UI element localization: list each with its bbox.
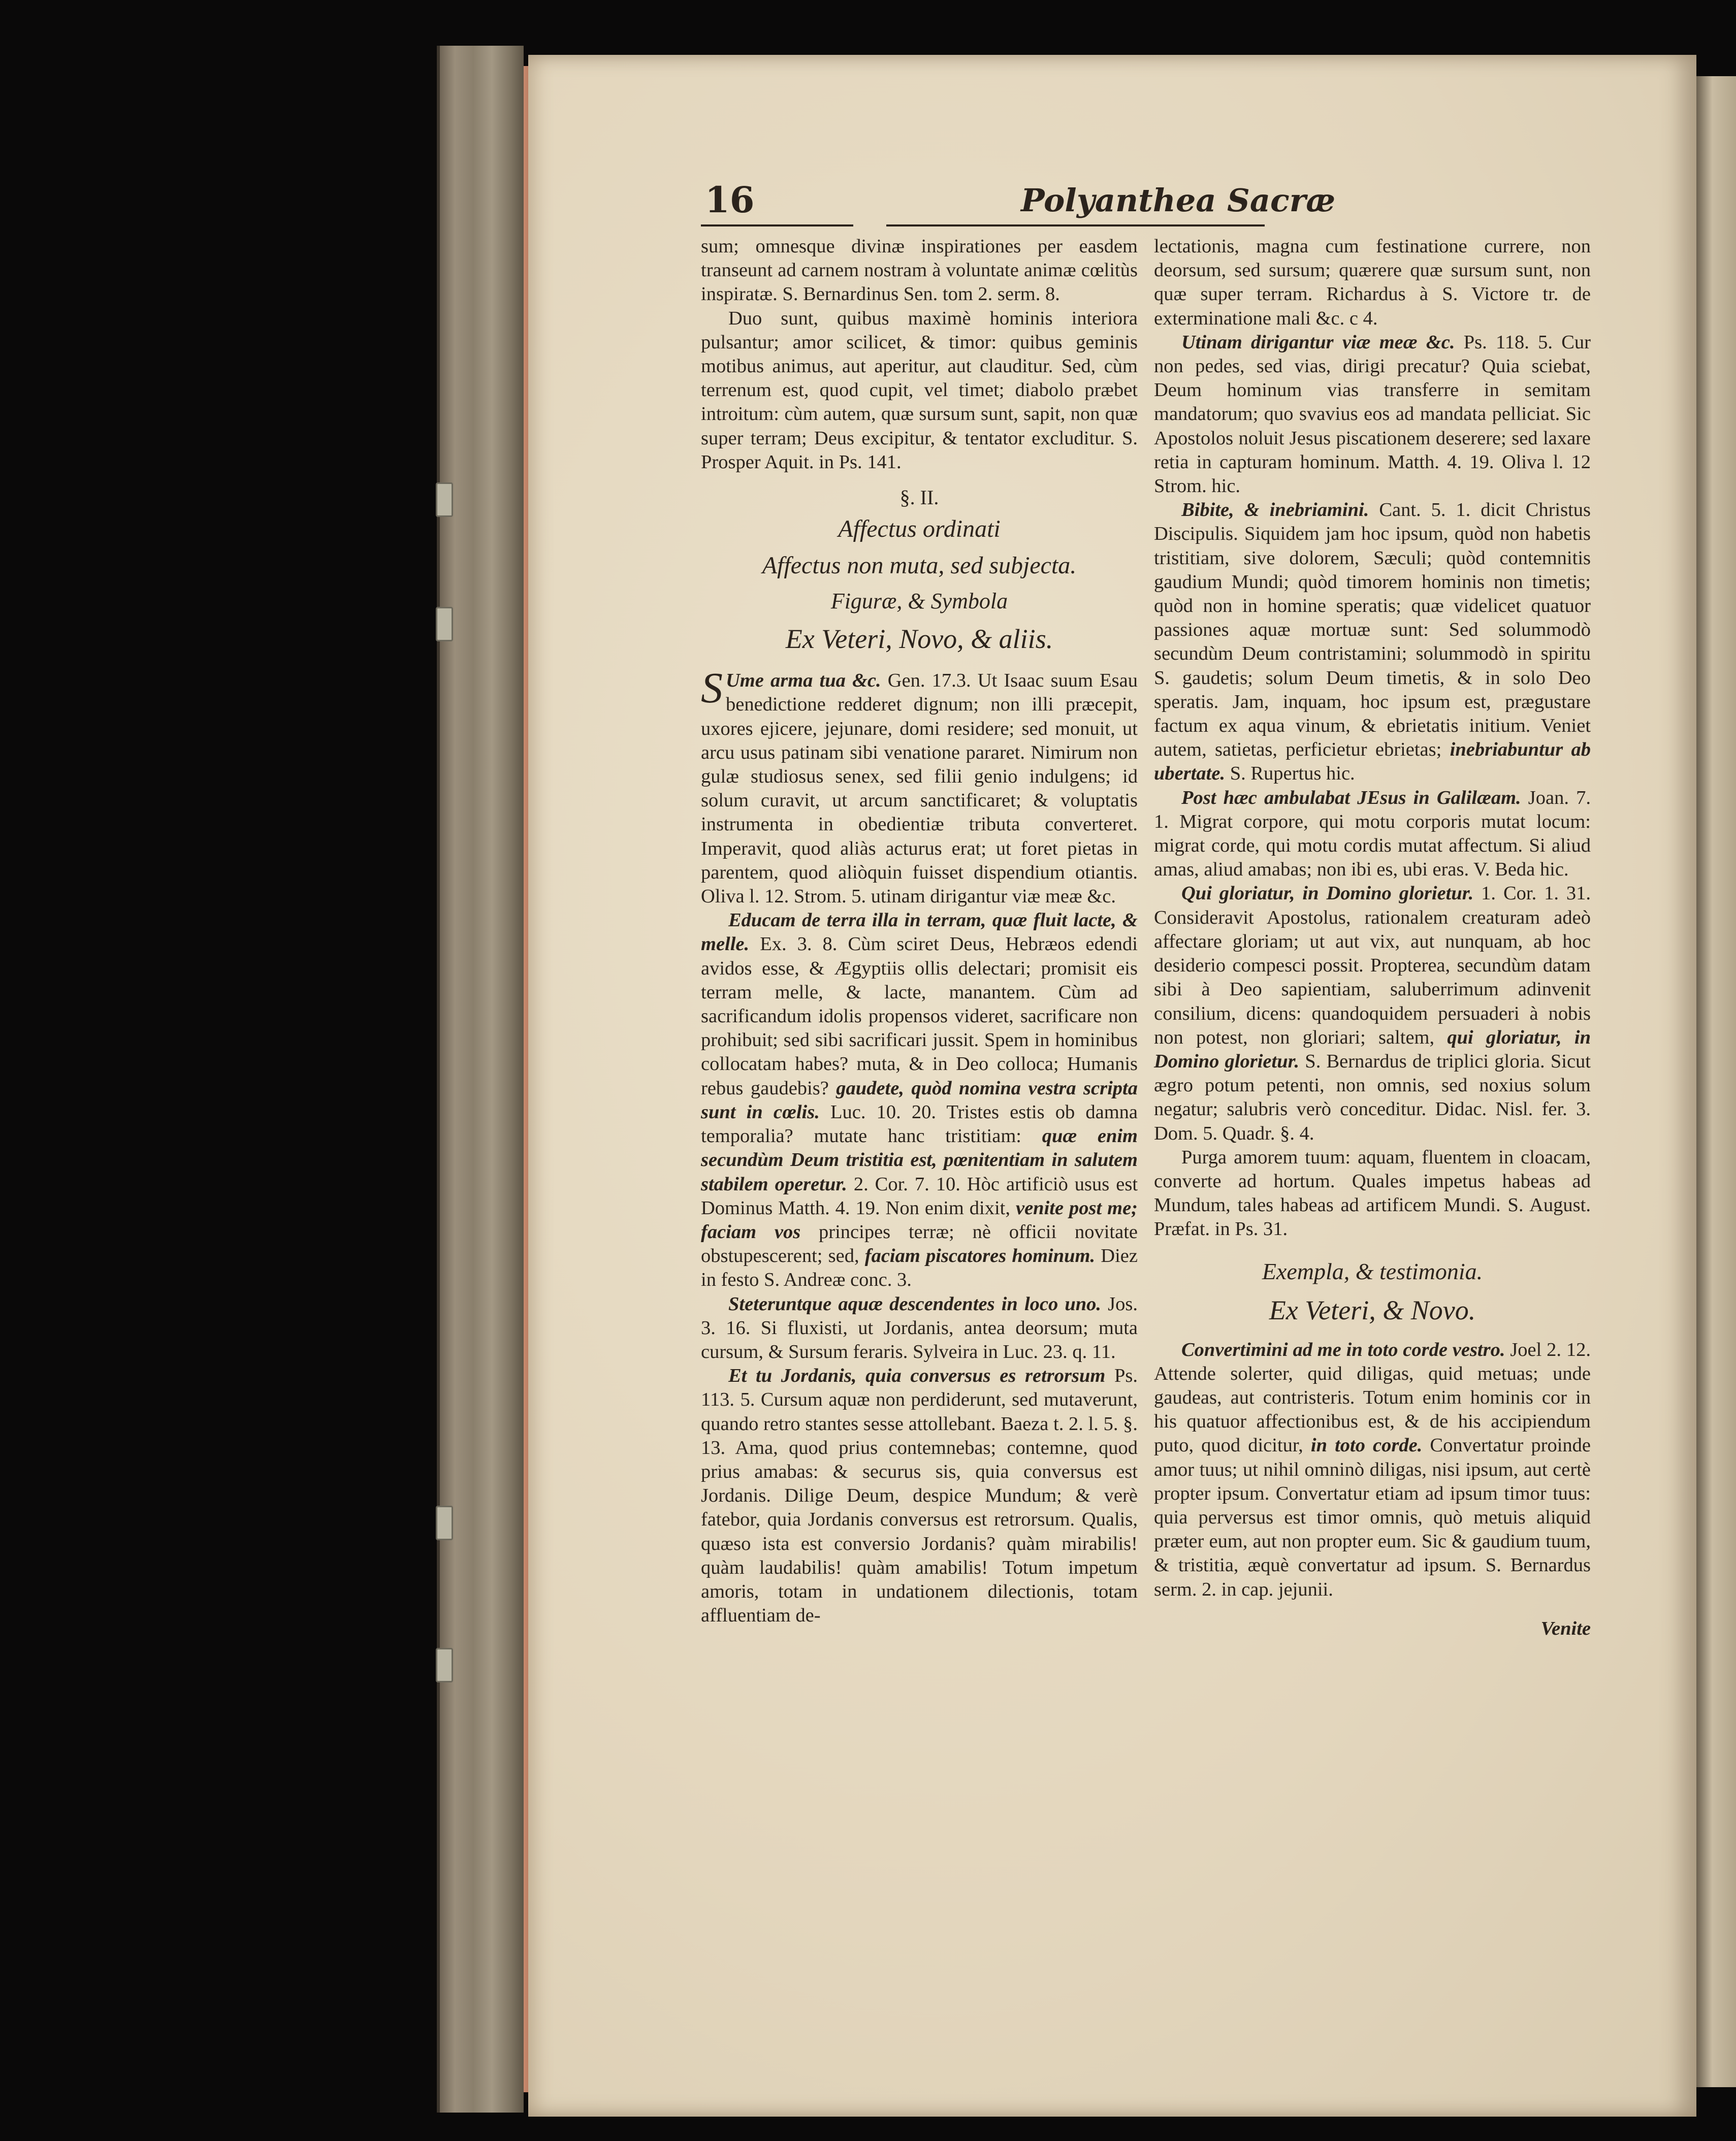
right-text-column: [1154, 235, 1591, 1641]
paragraph: [1154, 498, 1591, 786]
paragraph-text: Ps. 118. 5. Cur non pedes, sed vias, dirigi precatur? Quia sciebat, Deum hominum vias transferre in semitam mandatorum; quo svavius eos ad mandata pelliciat. Sic Apostolos noluit Jesus piscationem deserere; sed laxare retia in capturam hominum. Matth. 4. 19. Oliva l. 12 Strom. hic.: [1154, 331, 1591, 497]
paragraph-text: Cant. 5. 1. dicit Christus Discipulis. Siquidem jam hoc ipsum, quòd non habetis tristitiam, sive dolorem, Sæculi; quòd contemnitis gaudium Mundi; quòd timorem hominis non timetis; quòd non in homine speratis; quæ videlicet quatuor passiones aquæ mortuæ sunt: Sed solummodò secundùm Deum contristamini; solummodò in spiritu S. gaudetis; solum Deum timetis, & in solo Deo speratis. Jam, inquam, hoc ipsum est, prægustare factum ex aqua vinum, & ebrietatis initium. Veniet autem, satietas, perficietur ebrietas;: [1154, 499, 1591, 761]
paragraph: [701, 1364, 1138, 1628]
paragraph-text: Luc. 10. 20. Tristes estis ob damna temporalia? mutate hanc tristitiam:: [701, 1101, 1138, 1147]
citation: in toto corde.: [1310, 1435, 1423, 1456]
citation: faciam piscatores hominum.: [864, 1245, 1096, 1267]
paragraph-text: Ex. 3. 8. Cùm sciret Deus, Hebræos edendi avidos esse, & Ægyptiis ollis delectari; promisit eis terram melle, & lacte, manantem. Cùm ad sacrificandum idolis propensos videret, sacrificare non prohibuit; sed sibi sacrificari jussit. Spem in hominibus collocatam habes? muta, & in Deo colloca; Humanis rebus gaudebis?: [701, 933, 1138, 1099]
section-heading: Affectus ordinati: [838, 515, 1001, 543]
clasp-hinge: [436, 482, 453, 517]
book-spine-edge: [437, 46, 524, 2113]
citation: Utinam dirigantur viæ meæ &c.: [1181, 331, 1455, 353]
paragraph-text: Convertatur proinde amor tuus; ut nihil omninò diligas, nisi ipsum, aut certè propter ipsum. Convertatur etiam ad ipsum timor tuus: quia perversus est timor omnis, quò metuis aliquid præter eum, aut non propter eum. Sic & gaudium tuum, & tristitia, æquè convertatur ad ipsum. S. Bernardus serm. 2. in cap. jejunii.: [1154, 1435, 1591, 1600]
paragraph: sum; omnesque divinæ inspirationes per easdem transeunt ad carnem nostram à voluntate animæ cœlitùs inspiratæ. S. Bernardinus Sen. tom 2. serm. 8.: [701, 236, 1138, 305]
citation: Post hæc ambulabat JEsus in Galilæam.: [1181, 787, 1521, 808]
paragraph: [1154, 1338, 1591, 1602]
facing-page-edge: [1696, 76, 1736, 2087]
citation: quæ enim secundùm Deum tristitia est, pœnitentiam in salutem stabilem operetur.: [701, 1125, 1138, 1195]
citation: inebriabuntur ab ubertate.: [1154, 739, 1591, 785]
paragraph: [701, 1292, 1138, 1365]
section-heading: Exempla, & testimonia.: [1262, 1258, 1483, 1284]
citation: gaudete, quòd nomina vestra scripta sunt in cœlis.: [701, 1077, 1138, 1123]
clasp-hinge: [436, 607, 453, 641]
paragraph: [701, 663, 1138, 909]
clasp-hinge: [436, 1506, 453, 1540]
paragraph-text: Gen. 17.3. Ut Isaac suum Esau benedictione redderet dignum; non illi præcepit, uxores ejicere, jejunare, domi residere; sed monuit, ut arcu usus patinam sibi venatione pararet. Nimirum non gulæ studiosus senex, sed filii genio indulgens; id solum curavit, ut arcum sanctificaret; & voluptatis instrumenta in obedientiæ tributa converteret. Imperavit, quod aliàs acturus erat; ut foret pietas in parentem, quod aliòquin fuisset dispendium otiantis. Oliva l. 12. Strom. 5. utinam dirigantur viæ meæ &c.: [701, 670, 1138, 907]
citation: Qui gloriatur, in Domino glorietur.: [1181, 883, 1474, 904]
section-heading: Affectus non muta, sed subjecta.: [762, 552, 1077, 579]
paragraph-text: 2. Cor. 7. 10. Hòc artificiò usus est Dominus Matth. 4. 19. Non enim dixit,: [701, 1173, 1138, 1219]
paragraph-text: principes terræ; nè officii novitate obstupescerent; sed,: [701, 1221, 1138, 1267]
paragraph: Duo sunt, quibus maximè hominis interiora pulsantur; amor scilicet, & timor: quibus geminis motibus animus, aut aperitur, aut clauditur. Sed, cùm terrenum est, quod cupit, vel timet; diabolo præbet introitum: cùm autem, quæ sursum sunt, sapit, non quæ super terram; Deus excipitur, & tentator excluditur. S. Prosper Aquit. in Ps. 141.: [701, 307, 1138, 473]
paragraph-text: S. Bernardus de triplici gloria. Sicut ægro potum petenti, non omnis, sed noxius solum negatur; salubris verò conceditur. Didac. Nisl. fer. 3. Dom. 5. Quadr. §. 4.: [1154, 1050, 1591, 1144]
citation: Ume arma tua &c.: [726, 670, 881, 692]
section-heading: Ex Veteri, & Novo.: [1269, 1294, 1476, 1325]
page-number: 16: [705, 179, 755, 221]
paragraph-text: Jos. 3. 16. Si fluxisti, ut Jordanis, antea deorsum; muta cursum, & Sursum feraris. Sylveira in Luc. 23. q. 11.: [701, 1293, 1138, 1363]
citation: Et tu Jordanis, quia conversus es retrorsum: [728, 1365, 1106, 1387]
paragraph: [701, 909, 1138, 1292]
paragraph: [1154, 882, 1591, 1145]
citation: Convertimini ad me in toto corde vestro.: [1181, 1339, 1505, 1360]
paragraph: [1154, 331, 1591, 498]
left-text-column: [701, 235, 1138, 1628]
header-rule-right: [886, 224, 1265, 226]
section-heading: Ex Veteri, Novo, & aliis.: [785, 624, 1053, 655]
clasp-hinge: [436, 1648, 453, 1682]
paragraph-text: Joan. 7. 1. Migrat corpore, qui motu corporis mutat locum: migrat corde, qui motu cordis mutat affectum. Si aliud amas, aliud amabas; non ibi es, ubi eras. V. Beda hic.: [1154, 787, 1591, 881]
header-rule-left: [701, 224, 853, 226]
paragraph-text: Ps. 113. 5. Cursum aquæ non perdiderunt, sed mutaverunt, quando retro stantes sesse attollebant. Baeza t. 2. l. 5. §. 13. Ama, quod prius contemnebas; contemne, quod prius amabas: & securus sis, quia conversus est Jordanis. Dilige Deum, despice Mundum; & verè fatebor, quia Jordanis conversus est retrorsum. Qualis, quæso ista est conversio Jordanis? quàm mirabilis! quàm laudabilis! quàm amabilis! Totum impetum amoris, totam in undationem dilectionis, totam affluentiam de-: [701, 1365, 1138, 1627]
citation: qui gloriatur, in Domino glorietur.: [1154, 1026, 1591, 1072]
paragraph-text: 1. Cor. 1. 31. Consideravit Apostolus, rationalem creaturam adeò affectare gloriam; ut aut vix, aut nunquam, ab hoc desiderio compesci possit. Propterea, secundùm datam sibi à Deo sapientiam, saluberrimum adinvenit consilium, dicens: quandoquidem persuaderi à nobis non potest, non gloriari; saltem,: [1154, 883, 1591, 1048]
paragraph-text: Diez in festo S. Andreæ conc. 3.: [701, 1245, 1138, 1291]
paragraph: Purga amorem tuum: aquam, fluentem in cloacam, converte ad hortum. Quales impetus habeas ad Mundum, tales habeas ad artificem Mundi. S. August. Præfat. in Ps. 31.: [1154, 1146, 1591, 1240]
citation: Educam de terra illa in terram, quæ fluit lacte, & melle.: [701, 910, 1138, 955]
section-heading: Figuræ, & Symbola: [830, 589, 1008, 614]
citation: venite post me; faciam vos: [701, 1197, 1138, 1243]
catchword: Venite: [1540, 1617, 1591, 1639]
paragraph-text: S. Rupertus hic.: [1230, 763, 1355, 785]
drop-cap: S: [701, 663, 723, 712]
section-mark: §. II.: [899, 486, 939, 509]
citation: Steteruntque aquæ descendentes in loco uno.: [728, 1293, 1102, 1315]
paragraph: [1154, 786, 1591, 882]
paragraph: lectationis, magna cum festinatione currere, non deorsum, sed sursum; quærere quæ sursum sunt, non quæ super terram. Richardus à S. Victore tr. de exterminatione mali &c. c 4.: [1154, 236, 1591, 329]
citation: Bibite, & inebriamini.: [1181, 499, 1369, 521]
running-title: Polyanthea Sacræ: [1021, 182, 1336, 219]
paragraph-text: Joel 2. 12. Attende solerter, quid diligas, quid metuas; unde gaudeas, aut contristeris. Totum enim hominis cor in his quatuor affectionibus est, & de his accipiendum puto, quod dicitur,: [1154, 1339, 1591, 1456]
